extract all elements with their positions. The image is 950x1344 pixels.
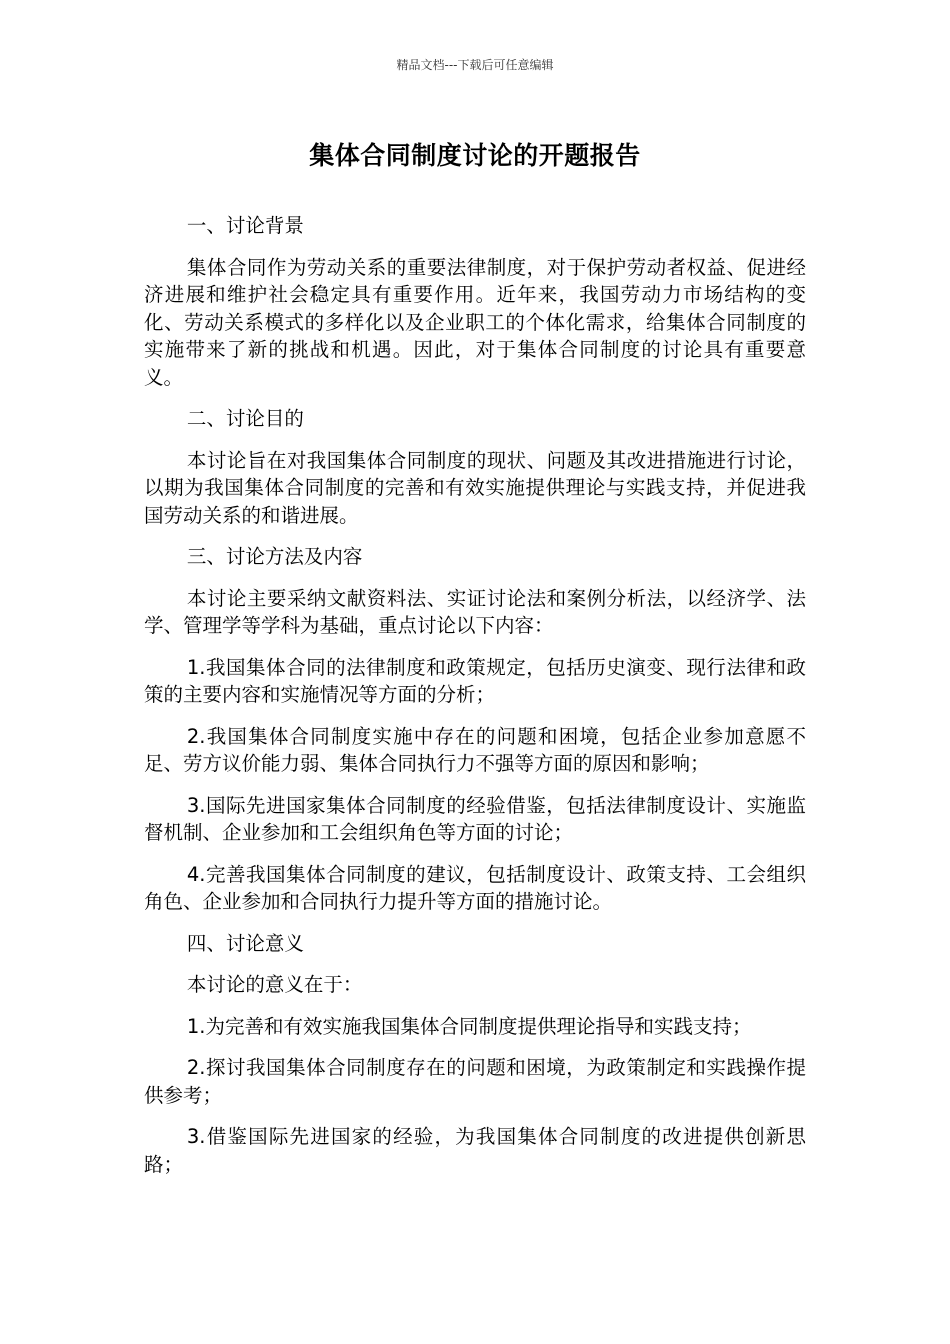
document-body bbox=[144, 212, 806, 1192]
list-item-significance-2: 2.探讨我国集体合同制度存在的问题和困境，为政策制定和实践操作提供参考； bbox=[144, 1056, 806, 1107]
list-item-significance-3: 3.借鉴国际先进国家的经验，为我国集体合同制度的改进提供创新思路； bbox=[144, 1125, 806, 1176]
paragraph-methods-intro: 本讨论主要采纳文献资料法、实证讨论法和案例分析法，以经济学、法学、管理学等学科为基础，重点讨论以下内容： bbox=[144, 586, 806, 637]
section-heading-purpose: 二、讨论目的 bbox=[186, 407, 304, 430]
section-heading-methods: 三、讨论方法及内容 bbox=[186, 545, 363, 568]
list-item-methods-4: 4.完善我国集体合同制度的建议，包括制度设计、政策支持、工会组织角色、企业参加和合同执行力提升等方面的措施讨论。 bbox=[144, 862, 806, 913]
document-title: 集体合同制度讨论的开题报告 bbox=[309, 141, 641, 170]
paragraph-significance-intro: 本讨论的意义在于： bbox=[186, 973, 363, 996]
paragraph-background: 集体合同作为劳动关系的重要法律制度，对于保护劳动者权益、促进经济进展和维护社会稳定具有重要作用。近年来，我国劳动力市场结构的变化、劳动关系模式的多样化以及企业职工的个体化需求，给集体合同制度的实施带来了新的挑战和机遇。因此，对于集体合同制度的讨论具有重要意义。 bbox=[144, 255, 806, 389]
list-item-methods-3: 3.国际先进国家集体合同制度的经验借鉴，包括法律制度设计、实施监督机制、企业参加和工会组织角色等方面的讨论； bbox=[144, 793, 806, 844]
list-item-significance-1: 1.为完善和有效实施我国集体合同制度提供理论指导和实践支持； bbox=[186, 1014, 752, 1038]
paragraph-purpose: 本讨论旨在对我国集体合同制度的现状、问题及其改进措施进行讨论，以期为我国集体合同制度的完善和有效实施提供理论与实践支持，并促进我国劳动关系的和谐进展。 bbox=[144, 448, 806, 527]
list-item-methods-1: 1.我国集体合同的法律制度和政策规定，包括历史演变、现行法律和政策的主要内容和实施情况等方面的分析； bbox=[144, 655, 806, 706]
section-heading-background: 一、讨论背景 bbox=[186, 214, 304, 237]
section-heading-significance: 四、讨论意义 bbox=[186, 931, 304, 955]
page-header-watermark: 精品文档---下载后可任意编辑 bbox=[396, 58, 554, 72]
list-item-methods-2: 2.我国集体合同制度实施中存在的问题和困境，包括企业参加意愿不足、劳方议价能力弱、集体合同执行力不强等方面的原因和影响； bbox=[144, 724, 806, 775]
